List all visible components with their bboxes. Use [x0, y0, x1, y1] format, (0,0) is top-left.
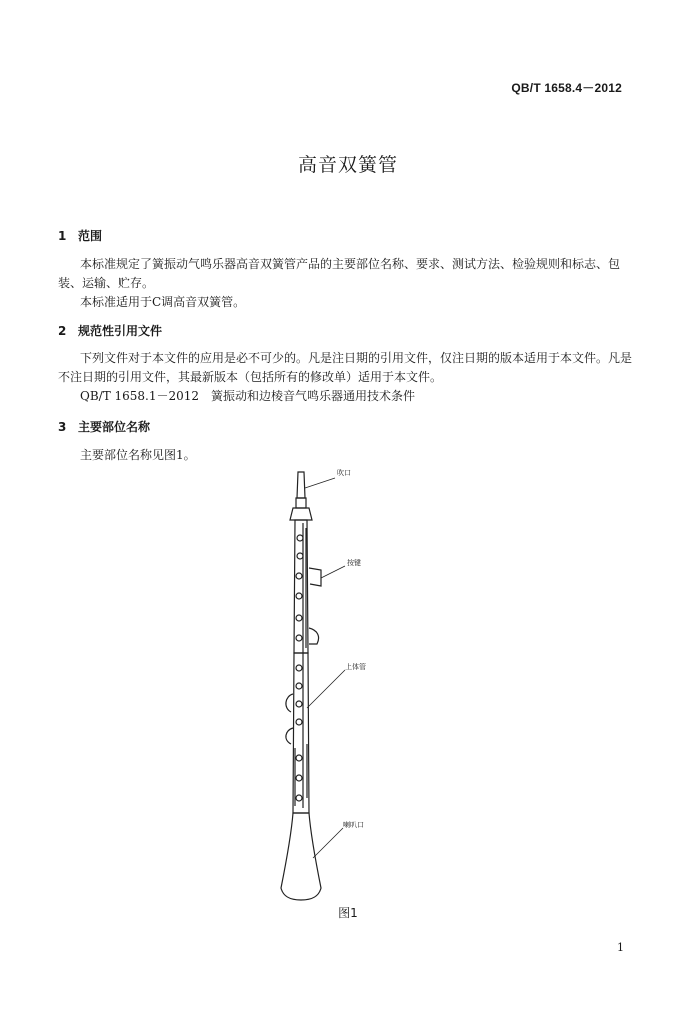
- section-2-paragraph-1: 下列文件对于本文件的应用是必不可少的。凡是注日期的引用文件，仅注日期的版本适用于本文件。凡是不注日期的引用文件，其最新版本（包括所有的修改单）适用于本文件。: [58, 351, 633, 384]
- section-1-heading: [58, 227, 102, 244]
- leader-key: [321, 566, 345, 578]
- section-number: 1: [58, 229, 67, 243]
- section-number: 2: [58, 324, 67, 338]
- section-title: 规范性引用文件: [78, 324, 163, 338]
- section-title: 范围: [78, 229, 103, 243]
- section-1-paragraph-1: 本标准规定了簧振动气鸣乐器高音双簧管产品的主要部位名称、要求、测试方法、检验规则和标志、包装、运输、贮存。: [58, 257, 621, 290]
- section-3-heading: [58, 418, 150, 435]
- section-title: 主要部位名称: [78, 420, 151, 434]
- label-bell: 喇叭口: [343, 821, 364, 829]
- section-1-paragraph-2: 本标准适用于C调高音双簧管。: [80, 295, 246, 309]
- figure-caption: 图1: [338, 906, 358, 920]
- leader-bell: [313, 828, 343, 858]
- label-mouthpiece: 吹口: [337, 469, 351, 477]
- oboe-figure: [255, 468, 405, 908]
- label-key: 按键: [347, 559, 361, 567]
- standard-code: QB/T 1658.4－2012: [511, 81, 622, 95]
- section-2-heading: [58, 322, 162, 339]
- reed-shape: [297, 472, 305, 498]
- leader-body: [307, 670, 345, 708]
- section-3-paragraph-1: 主要部位名称见图1。: [80, 448, 196, 462]
- label-body: 上体管: [345, 663, 366, 671]
- section-number: 3: [58, 420, 67, 434]
- section-2-reference: QB/T 1658.1－2012 簧振动和边棱音气鸣乐器通用技术条件: [80, 389, 416, 403]
- document-title: 高音双簧管: [297, 154, 398, 176]
- page-number: 1: [617, 941, 624, 954]
- oboe-drawing: [255, 468, 405, 908]
- leader-mouthpiece: [305, 478, 335, 488]
